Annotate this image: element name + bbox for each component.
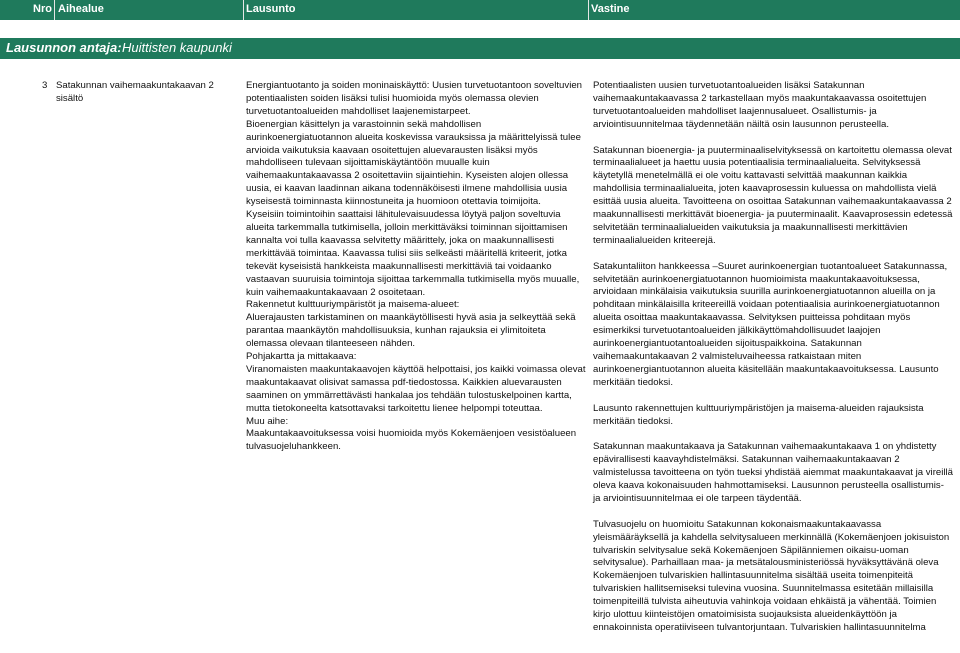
- row-topic: Satakunnan vaihemaakuntakaavan 2 sisältö: [56, 80, 214, 104]
- statement-paragraph: Bioenergian käsittelyn ja varastoinnin sekä mahdollisen aurinkoenergiatuotannon alueita koskevissa varauksissa ja määrittelyissä tulee arvioida vaikutuksia kaavaan osoitettujen aluevarausten lisäksi myös mahdolliseen tulevaan sijoittamiskäytäntöön muualle kuin vaihemaakuntakaavassa 2 osoitettaviin sijaintiehin. Kyseisten alojen ollessa uusia, ei kaavan laadinnan aikana todennäköisesti ilmene mahdollisia uusia kyseisestä toiminnasta kiinnostuneita ja huomioon otettavia toimijoita.: [246, 118, 581, 208]
- column-header-aihealue: Aihealue: [58, 3, 104, 15]
- column-divider: [243, 0, 244, 20]
- statement-paragraph: Kyseisiin toimintoihin saattaisi lähitulevaisuudessa löytyä paljon soveltuvia alueita tarkemmalla tutkimisella, jolloin merkittäväksi toiminnan sijoittamisen kannalta voi tulla kaavassa selvitetty määrittely, joka on maakunnallisesti merkittävää toimintaa. Kaavassa tulisi siis selkeästi määritellä kriteerit, jotka tekevät kyseisistä hankkeista maakunnallisesti merkittäviä tai voidaanko vastaavan suuruisia toimintoja sijoittaa tarkemmalla tutkimisella myös muualle, kuin vaihemaakuntakaavaan 2 osoitetaan.: [246, 209, 580, 298]
- response-paragraph: Satakunnan maakuntakaava ja Satakunnan vaihemaakuntakaava 1 on yhdistetty epävirallisesti kaavayhdistelmäksi. Satakunnan vaihemaakuntakaavan 2 valmistelussa tavoitteena on työn tueksi yhdistää aiemmat maakuntakaavat ja vireillä oleva kaava kokonaisuuden hahmottamiseksi. Lausunnon perusteella osallistumis- ja arviointisuunnitelmaa ei ole tarpeen täydentää.: [593, 441, 953, 504]
- statement-paragraph: Viranomaisten maakuntakaavojen käyttöä helpottaisi, jos kaikki voimassa olevat maakuntakaavat olisivat samassa pdf-tiedostossa. Kaikkien aluevarausten saaminen on ymmärrettävästi hankalaa jos tehdään tulostuskelpoinen kartta, mutta tietokoneelta katsottavaksi tarkoitettu lienee helpompi toteuttaa.: [246, 363, 586, 414]
- column-divider: [54, 0, 55, 20]
- statement-subheading: Rakennetut kulttuuriympäristöt ja maisema-alueet:: [246, 299, 460, 311]
- table-header: [0, 0, 960, 20]
- column-header-nro: Nro: [33, 3, 52, 15]
- column-header-vastine: Vastine: [591, 3, 630, 15]
- statement-paragraph: Energiantuotanto ja soiden moninaiskäyttö: Uusien turvetuotantoon soveltuvien potentiaalisten soiden lisäksi tulisi huomioida myös olemassa olevien turvetuotantoalueiden mahdolliset laajenemistarpeet.: [246, 80, 582, 117]
- response-paragraph: Tulvasuojelu on huomioitu Satakunnan kokonaismaakuntakaavassa yleismääräyksellä ja kahdella selvitysalueen merkinnällä (Kokemäenjoen jokisuiston tulvariskin selvitysalue sekä Kokemäenjoen Säpilänniemen oikaisu-uoman selvitysalue). Parhaillaan maa- ja metsätalousministeriössä hyväksyttävänä oleva Kokemäenjoen tulvariskien hallintasuunnitelma sisältää useita toimenpiteitä tulvariskien hallitsemiseksi tulevina vuosina. Suunnitelmassa esitetään millaisilla toimenpiteillä tulvista aiheutuvia vahinkoja voidaan ehkäistä ja vähentää. Toimien kirjo ulottuu kiinteistöjen omatoimisista suojauksista alueidenkäyttöön ja ennakoinnista operatiiviseen tulvantorjuntaan. Tulvariskien hallintasuunnitelma: [593, 518, 950, 633]
- response-paragraph: Satakuntaliiton hankkeessa –Suuret aurinkoenergian tuotantoalueet Satakunnassa, selvitetään aurinkoenergiatuotannon huomioimista maakuntakaavoituksessa, arvioidaan minkälaisia vaikutuksia suurilla aurinkoenergiatuotannon alueilla on ja pohditaan minkälaisilla kriteereillä voidaan potentiaalisia aurinkoenergiatuotannon alueita osoittaa maakuntakaavassa. Selvityksen puitteissa pohditaan myös esimerkiksi turvetuotantoalueiden jälkikäyttömahdollisuudet laajojen aurinkoenergiantuotantoalueiden sijoituspaikkoina. Satakunnan vaihemaakuntakaavan 2 valmisteluvaiheessa ratkaistaan miten aurinkoenergiantuotannon alueita käsitellään maakuntakaavoituksessa. Lausunto merkitään tiedoksi.: [593, 260, 948, 388]
- commenter-name: Huittisten kaupunki: [122, 40, 232, 55]
- response-text: [593, 80, 953, 635]
- commenter-label: Lausunnon antaja:: [6, 40, 122, 55]
- statement-subheading: Muu aihe:: [246, 415, 289, 427]
- row-number: 3: [42, 80, 48, 91]
- column-header-lausunto: Lausunto: [246, 3, 296, 15]
- statement-paragraph: Aluerajausten tarkistaminen on maankäytöllisesti hyvä asia ja selkeyttää sekä parantaa maankäytön mahdollisuuksia, kunhan rajauksia ei ylimitoiteta olemassa olevaan tilanteeseen nähden.: [246, 312, 576, 350]
- response-paragraph: Lausunto rakennettujen kulttuuriympäristöjen ja maisema-alueiden rajauksista merkitään tiedoksi.: [593, 402, 924, 427]
- response-paragraph: Potentiaalisten uusien turvetuotantoalueiden lisäksi Satakunnan vaihemaakuntakaavassa 2 tarkastellaan myös maakuntakaavassa osoitettujen turvetuotantoalueiden mahdolliset laajennusalueet. Osallistumis- ja arviointisuunnitelmaa täydennetään näiltä osin lausunnon perusteella.: [593, 80, 927, 130]
- statement-text: [246, 80, 586, 454]
- statement-paragraph: Maakuntakaavoituksessa voisi huomioida myös Kokemäenjoen vesistöalueen tulvasuojeluhankkeen.: [246, 428, 577, 453]
- response-paragraph: Satakunnan bioenergia- ja puuterminaaliselvityksessä on kartoitettu olemassa olevat terminaalialueet ja haettu uusia potentiaalisia terminaalialueita. Selvityksessä käytetyllä menetelmällä ei ole voitu kattavasti selvittää maakunnan kaikkia mahdollisia terminaalialueita, joten kaavaprosessin kuluessa on mahdollista vielä esittää uusia alueita. Tavoitteena on osoittaa Satakunnan vaihemaakuntakaavassa 2 maakunnallisesti merkittävät bioenergia- ja puuterminaalit. Kaavaprosessin edetessä selvitetään terminaalialueiden vaikutuksia ja maakunnallisesti merkittävien terminaalialueiden kriteerejä.: [593, 144, 953, 246]
- statement-subheading: Pohjakartta ja mittakaava:: [246, 351, 357, 363]
- commenter-band: [0, 38, 960, 59]
- column-divider: [588, 0, 589, 20]
